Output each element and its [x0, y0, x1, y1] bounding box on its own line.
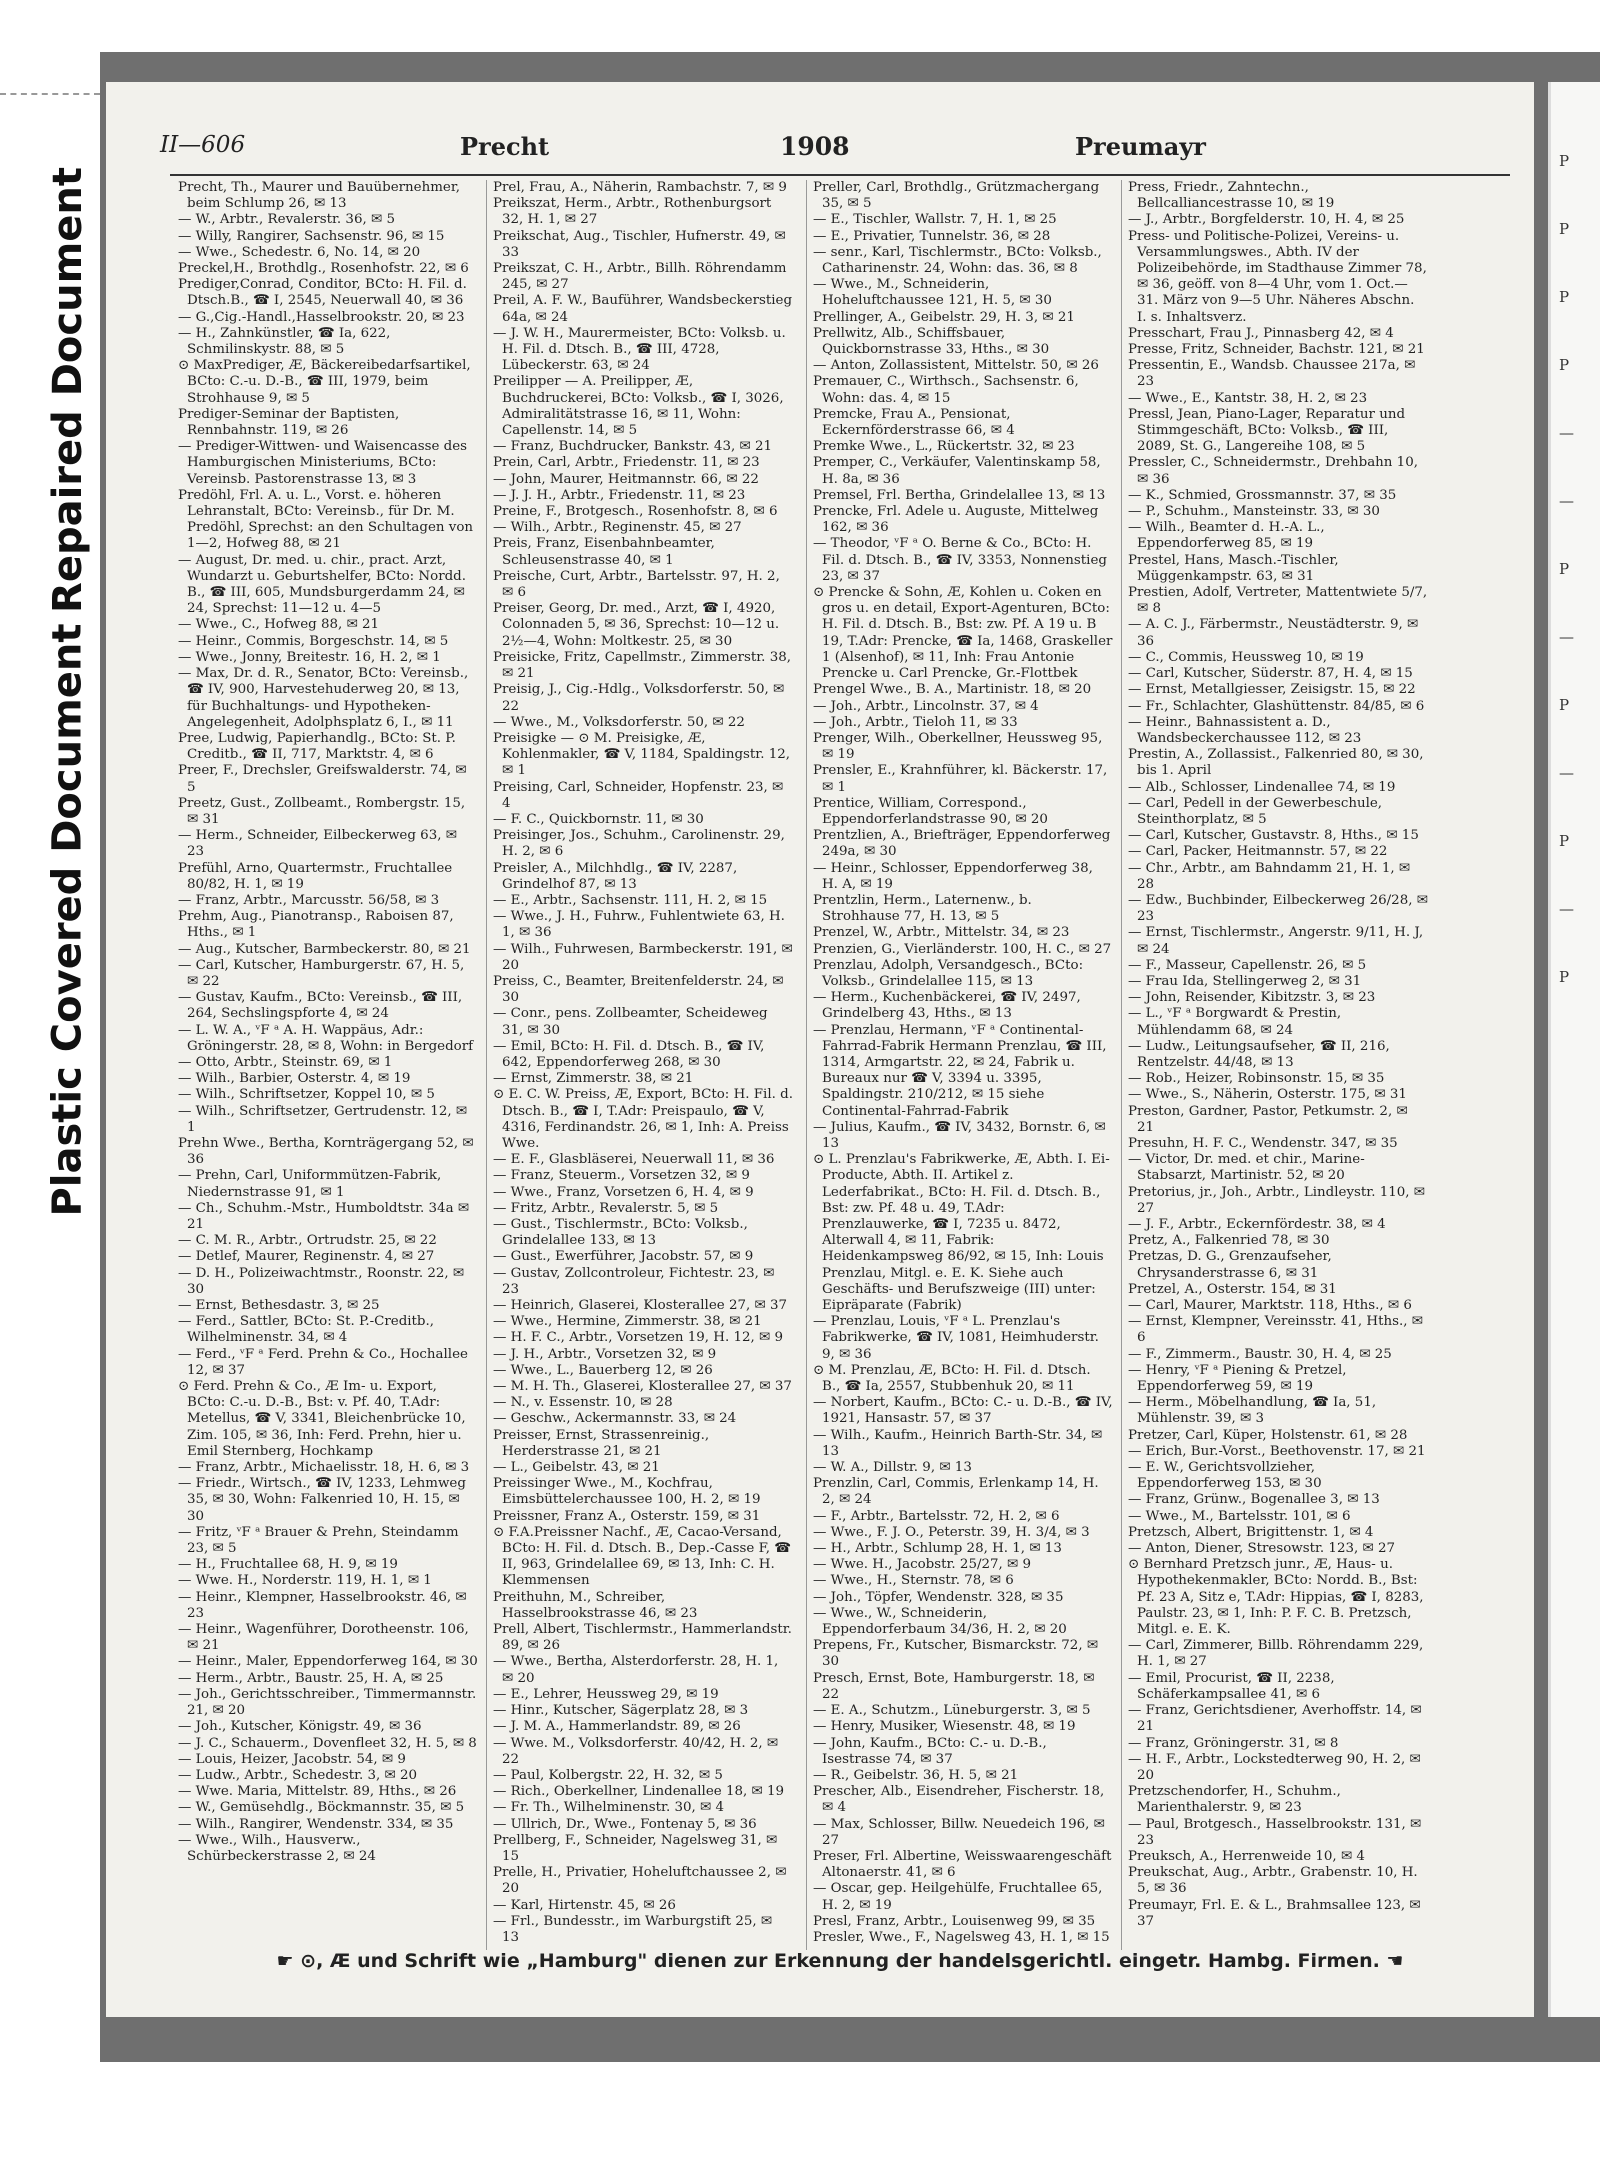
directory-entry: Preisigke — ⊙ M. Preisigke, Æ, Kohlenmakler, ☎ V, 1184, Spaldingstr. 12, ✉ 1 — [493, 730, 791, 779]
plastic-covered-text: Plastic Covered Document — [45, 623, 91, 1217]
directory-entry: — Ferd., Sattler, BCto: St. P.-Creditb., Wilhelminenstr. 34, ✉ 4 — [178, 1314, 435, 1346]
directory-entry: — Ferd., ᵛF ᵃ Ferd. Prehn & Co., Hochallee 12, ✉ 37 — [178, 1346, 468, 1378]
directory-entry: — M. H. Th., Glaserei, Klosterallee 27, ✉ 37 — [493, 1379, 792, 1395]
directory-entry: Pree, Ludwig, Papierhandlg., BCto: St. P. Creditb., ☎ II, 717, Marktstr. 4, ✉ 6 — [178, 730, 456, 763]
directory-entry: — C. M. R., Arbtr., Ortrudstr. 25, ✉ 22 — [178, 1233, 437, 1249]
directory-entry: — Wwe., Schedestr. 6, No. 14, ✉ 20 — [178, 244, 421, 260]
directory-entry: Preis, Franz, Eisenbahnbeamter, Schleusenstrasse 40, ✉ 1 — [493, 536, 715, 568]
directory-entry: — E. F., Glasbläserei, Neuerwall 11, ✉ 36 — [493, 1152, 775, 1168]
directory-entry: — Norbert, Kaufm., BCto: C.- u. D.-B., ☎ IV, 1921, Hansastr. 57, ✉ 37 — [813, 1395, 1113, 1427]
directory-entry: Pressentin, E., Wandsb. Chaussee 217a, ✉ 23 — [1128, 358, 1416, 390]
directory-entry: — F., Zimmerm., Baustr. 30, H. 4, ✉ 25 — [1128, 1346, 1392, 1362]
directory-entry: Preisicke, Fritz, Capellmstr., Zimmerstr. 38, ✉ 21 — [493, 649, 791, 682]
directory-entry: — Franz, Steuerm., Vorsetzen 32, ✉ 9 — [493, 1168, 750, 1184]
directory-entry: — Joh., Kutscher, Königstr. 49, ✉ 36 — [178, 1719, 422, 1735]
directory-entry: ⊙ MaxPrediger, Æ, Bäckereibedarfsartikel, BCto: C.-u. D.-B., ☎ III, 1979, beim Strohhause 9, ✉ 5 — [178, 358, 471, 406]
directory-entry: Preil, A. F. W., Bauführer, Wandsbeckerstieg 64a, ✉ 24 — [493, 293, 793, 325]
directory-entry: — Ernst, Klempner, Vereinsstr. 41, Hths., ✉ 6 — [1128, 1314, 1423, 1346]
directory-entry: — Wilh., Kaufm., Heinrich Barth-Str. 34, ✉ 13 — [813, 1427, 1103, 1459]
directory-entry: — Joh., Töpfer, Wendenstr. 328, ✉ 35 — [813, 1589, 1064, 1605]
directory-entry: — F., Masseur, Capellenstr. 26, ✉ 5 — [1128, 957, 1367, 973]
directory-entry: — Geschw., Ackermannstr. 33, ✉ 24 — [493, 1411, 737, 1427]
directory-entry: Pressler, C., Schneidermstr., Drehbahn 10, ✉ 36 — [1128, 455, 1418, 487]
directory-entry: — L. W. A., ᵛF ᵃ A. H. Wappäus, Adr.: Gröningerstr. 28, ✉ 8, Wohn: in Bergedorf — [178, 1022, 474, 1054]
column-divider — [486, 180, 487, 1950]
directory-entry: Presch, Ernst, Bote, Hamburgerstr. 18, ✉ 22 — [813, 1670, 1095, 1702]
directory-entry: — Gustav, Kaufm., BCto: Vereinsb., ☎ III, 264, Sechslingspforte 4, ✉ 24 — [178, 990, 463, 1022]
directory-entry: — Fr., Schlachter, Glashüttenstr. 84/85, ✉ 6 — [1128, 698, 1425, 714]
directory-entry: — Edw., Buchbinder, Eilbeckerweg 26/28, ✉ 23 — [1128, 892, 1428, 925]
directory-entry: — F., Arbtr., Bartelsstr. 72, H. 2, ✉ 6 — [813, 1508, 1060, 1524]
directory-entry: — Alb., Schlosser, Lindenallee 74, ✉ 19 — [1128, 779, 1396, 795]
directory-entry: — August, Dr. med. u. chir., pract. Arzt, Wundarzt u. Geburtshelfer, BCto: Nordd. B., ☎ III, 605, Mundsburgerdamm 24, ✉ 24, Sprechst: 11—12 u. 4—5 — [178, 552, 467, 617]
directory-entry: — Oscar, gep. Heilgehülfe, Fruchtallee 65, H. 2, ✉ 19 — [813, 1881, 1103, 1913]
edge-letter: P — [1559, 356, 1570, 374]
directory-entry: — D. H., Polizeiwachtmstr., Roonstr. 22, ✉ 30 — [178, 1265, 465, 1297]
directory-entry: — Herm., Schneider, Eilbeckerweg 63, ✉ 23 — [178, 828, 457, 860]
edge-letter: — — [1559, 492, 1574, 510]
directory-entry: Prenzlin, Carl, Commis, Erlenkamp 14, H. 2, ✉ 24 — [813, 1476, 1099, 1508]
directory-entry: — Wwe. Maria, Mittelstr. 89, Hths., ✉ 26 — [178, 1784, 457, 1800]
edge-letter: — — [1559, 424, 1574, 442]
directory-entry: — Wwe. H., Norderstr. 119, H. 1, ✉ 1 — [178, 1573, 432, 1589]
directory-entry: Premsel, Frl. Bertha, Grindelallee 13, ✉ 13 — [813, 487, 1106, 503]
directory-entry: Prellberg, F., Schneider, Nagelsweg 31, ✉ 15 — [493, 1832, 778, 1864]
directory-entry: — Karl, Hirtenstr. 45, ✉ 26 — [493, 1897, 676, 1913]
directory-entry: — Heinr., Schlosser, Eppendorferweg 38, H. A, ✉ 19 — [813, 860, 1093, 892]
directory-entry: — Herm., Möbelhandlung, ☎ Ia, 51, Mühlenstr. 39, ✉ 3 — [1128, 1395, 1377, 1427]
directory-entry: — Heinr., Wagenführer, Dorotheenstr. 106, ✉ 21 — [178, 1622, 469, 1654]
directory-entry: — Fritz, ᵛF ᵃ Brauer & Prehn, Steindamm 23, ✉ 5 — [178, 1524, 459, 1557]
directory-entry: ⊙ Prencke & Sohn, Æ, Kohlen u. Coken en gros u. en detail, Export-Agenturen, BCto: H. Fil. d. Dtsch. B., Bst: zw. Pf. A 19 u. B 19, T.Adr: Prencke, ☎ Ia, 1468, Graskeller 1 (Alsenhof), ✉ 11, Inh: Frau Antonie Prencke u. Carl Prencke, Gr.-Flottbek — [813, 585, 1113, 682]
directory-entry: Preikschat, Aug., Tischler, Hufnerstr. 49, ✉ 33 — [493, 228, 786, 260]
directory-entry: — Carl, Pedell in der Gewerbeschule, Steinthorplatz, ✉ 5 — [1128, 795, 1383, 827]
directory-entry: Preiser, Georg, Dr. med., Arzt, ☎ I, 4920, Colonnaden 5, ✉ 36, Sprechst: 10—12 u. 2½—4, Wohn: Moltkestr. 25, ✉ 30 — [493, 601, 780, 649]
directory-entry: Preser, Frl. Albertine, Weisswaarengeschäft Altonaerstr. 41, ✉ 6 — [813, 1848, 1112, 1881]
edge-letter: — — [1559, 764, 1574, 782]
directory-entry: Premcke, Frau A., Pensionat, Eckernförderstrasse 66, ✉ 4 — [813, 406, 1015, 439]
header-rule — [170, 174, 1510, 176]
directory-entry: Preissinger Wwe., M., Kochfrau, Eimsbüttelerchaussee 100, H. 2, ✉ 19 — [493, 1476, 761, 1508]
directory-entry: — A. C. J., Färbermstr., Neustädterstr. 9, ✉ 36 — [1128, 617, 1419, 649]
directory-entry: — Wwe., Bertha, Alsterdorferstr. 28, H. 1, ✉ 20 — [493, 1654, 779, 1686]
directory-entry: — Aug., Kutscher, Barmbeckerstr. 80, ✉ 21 — [178, 941, 471, 957]
directory-entry: Prengel Wwe., B. A., Martinistr. 18, ✉ 20 — [813, 682, 1092, 698]
directory-entry: — Victor, Dr. med. et chir., Marine-Stabsarzt, Martinistr. 52, ✉ 20 — [1128, 1152, 1365, 1184]
directory-column-4 — [1128, 180, 1428, 1950]
directory-entry: Prellwitz, Alb., Schiffsbauer, Quickbornstrasse 33, Hths., ✉ 30 — [813, 325, 1050, 358]
directory-entry: Preikszat, Herm., Arbtr., Rothenburgsort 32, H. 1, ✉ 27 — [493, 196, 772, 228]
directory-entry: Presschart, Frau J., Pinnasberg 42, ✉ 4 — [1128, 325, 1394, 341]
directory-entry: — Ullrich, Dr., Wwe., Fontenay 5, ✉ 36 — [493, 1816, 757, 1832]
edge-letter: P — [1559, 832, 1570, 850]
directory-entry: — Wilh., Barbier, Osterstr. 4, ✉ 19 — [178, 1071, 411, 1087]
directory-entry: — Hinr., Kutscher, Sägerplatz 28, ✉ 3 — [493, 1703, 749, 1719]
directory-entry: — Emil, BCto: H. Fil. d. Dtsch. B., ☎ IV, 642, Eppendorferweg 268, ✉ 30 — [493, 1038, 765, 1070]
directory-entry: — Wwe., S., Näherin, Osterstr. 175, ✉ 31 — [1128, 1087, 1407, 1103]
directory-entry: Prescher, Alb., Eisendreher, Fischerstr. 18, ✉ 4 — [813, 1784, 1105, 1816]
dashed-divider — [0, 93, 100, 95]
directory-entry: — H., Zahnkünstler, ☎ Ia, 622, Schmilinskystr. 88, ✉ 5 — [178, 325, 391, 358]
directory-entry: — Friedr., Wirtsch., ☎ IV, 1233, Lehmweg 35, ✉ 30, Wohn: Falkenried 10, H. 15, ✉ 30 — [178, 1476, 466, 1524]
directory-entry: — Ernst, Metallgiesser, Zeisigstr. 15, ✉ 22 — [1128, 682, 1416, 698]
directory-entry: — Ernst, Tischlermstr., Angerstr. 9/11, H. J, ✉ 24 — [1128, 925, 1424, 957]
directory-entry: Pretzel, A., Osterstr. 154, ✉ 31 — [1128, 1281, 1337, 1297]
directory-entry: Preston, Gardner, Pastor, Petkumstr. 2, ✉ 21 — [1128, 1103, 1408, 1135]
directory-entry: Prencke, Frl. Adele u. Auguste, Mittelweg 162, ✉ 36 — [813, 504, 1099, 536]
directory-entry: — Herm., Arbtr., Baustr. 25, H. A, ✉ 25 — [178, 1670, 444, 1686]
directory-column-3 — [813, 180, 1113, 1950]
directory-entry: Precht, Th., Maurer und Bauübernehmer, beim Schlump 26, ✉ 13 — [178, 180, 461, 212]
directory-entry: — E., Lehrer, Heussweg 29, ✉ 19 — [493, 1686, 719, 1702]
directory-entry: — R., Geibelstr. 36, H. 5, ✉ 21 — [813, 1767, 1019, 1783]
directory-entry: — Carl, Zimmerer, Billb. Röhrendamm 229, H. 1, ✉ 27 — [1128, 1638, 1424, 1670]
edge-letter: — — [1559, 628, 1574, 646]
directory-entry: Prestien, Adolf, Vertreter, Mattentwiete 5/7, ✉ 8 — [1128, 585, 1428, 617]
directory-entry: — J. M. A., Hammerlandstr. 89, ✉ 26 — [493, 1719, 741, 1735]
directory-entry: — C., Commis, Heussweg 10, ✉ 19 — [1128, 649, 1364, 665]
directory-entry: — E. W., Gerichtsvollzieher, Eppendorferweg 153, ✉ 30 — [1128, 1460, 1322, 1492]
directory-entry: — Frau Ida, Stellingerweg 2, ✉ 31 — [1128, 973, 1362, 989]
directory-entry: Preine, F., Brotgesch., Rosenhofstr. 8, ✉ 6 — [493, 504, 778, 520]
directory-entry: — N., v. Essenstr. 10, ✉ 28 — [493, 1395, 673, 1411]
directory-column-2 — [493, 180, 793, 1950]
directory-entry: — Wwe., W., Schneiderin, Eppendorferbaum 34/36, H. 2, ✉ 20 — [813, 1605, 1067, 1638]
directory-entry: — Louis, Heizer, Jacobstr. 54, ✉ 9 — [178, 1751, 406, 1767]
directory-entry: Predöhl, Frl. A. u. L., Vorst. e. höheren Lehranstalt, BCto: Vereinsb., für Dr. M. Predöhl, Sprechst: an den Schultagen von 1—2, Hofweg 88, ✉ 21 — [178, 487, 474, 552]
directory-entry: — J. J. H., Arbtr., Friedenstr. 11, ✉ 23 — [493, 487, 746, 503]
directory-entry: — Franz, Gröningerstr. 31, ✉ 8 — [1128, 1735, 1339, 1751]
edge-letter: P — [1559, 288, 1570, 306]
directory-entry: — Wilh., Schriftsetzer, Koppel 10, ✉ 5 — [178, 1087, 435, 1103]
edge-letter: P — [1559, 220, 1570, 238]
directory-entry: — Ludw., Arbtr., Schedestr. 3, ✉ 20 — [178, 1767, 418, 1783]
directory-entry: — Anton, Diener, Stresowstr. 123, ✉ 27 — [1128, 1541, 1396, 1557]
directory-entry: — Franz, Gerichtsdiener, Averhoffstr. 14, ✉ 21 — [1128, 1703, 1422, 1735]
directory-entry: — E., Tischler, Wallstr. 7, H. 1, ✉ 25 — [813, 212, 1057, 228]
directory-entry: — Wwe., F. J. O., Peterstr. 39, H. 3/4, ✉ 3 — [813, 1524, 1090, 1540]
directory-entry: — H., Arbtr., Schlump 28, H. 1, ✉ 13 — [813, 1541, 1062, 1557]
directory-entry: — W., Arbtr., Revalerstr. 36, ✉ 5 — [178, 212, 395, 228]
directory-entry: — Wwe., M., Schneiderin, Hoheluftchaussee 121, H. 5, ✉ 30 — [813, 277, 1052, 309]
edge-letter: P — [1559, 152, 1570, 170]
directory-entry: Pressl, Jean, Piano-Lager, Reparatur und Stimmgeschäft, BCto: Volksb., ☎ III, 2089, St. G., Langereihe 108, ✉ 5 — [1128, 406, 1406, 455]
directory-entry: Preissner, Franz A., Osterstr. 159, ✉ 31 — [493, 1508, 761, 1524]
directory-entry: — J., Arbtr., Borgfelderstr. 10, H. 4, ✉ 25 — [1128, 212, 1405, 228]
directory-entry: — Otto, Arbtr., Steinstr. 69, ✉ 1 — [178, 1054, 393, 1070]
directory-entry: Prehm, Aug., Pianotransp., Raboisen 87, Hths., ✉ 1 — [178, 909, 454, 941]
directory-entry: — Franz, Arbtr., Marcusstr. 56/58, ✉ 3 — [178, 892, 440, 908]
directory-entry: — J. F., Arbtr., Eckernfördestr. 38, ✉ 4 — [1128, 1217, 1386, 1232]
directory-entry: Premauer, C., Wirthsch., Sachsenstr. 6, Wohn: das. 4, ✉ 15 — [813, 374, 1079, 406]
directory-entry: — L., Geibelstr. 43, ✉ 21 — [493, 1460, 660, 1476]
directory-entry: Prediger-Seminar der Baptisten, Rennbahnstr. 119, ✉ 26 — [178, 406, 400, 439]
directory-entry: — Wilh., Arbtr., Reginenstr. 45, ✉ 27 — [493, 520, 742, 536]
directory-entry: — Rich., Oberkellner, Lindenallee 18, ✉ 19 — [493, 1784, 785, 1800]
directory-entry: — Wwe., L., Bauerberg 12, ✉ 26 — [493, 1362, 713, 1378]
directory-entry: Preithuhn, M., Schreiber, Hasselbrookstrasse 46, ✉ 23 — [493, 1589, 698, 1621]
directory-entry: Prenzlau, Adolph, Versandgesch., BCto: Volksb., Grindelallee 115, ✉ 13 — [813, 957, 1084, 989]
directory-entry: — Max, Dr. d. R., Senator, BCto: Vereinsb., ☎ IV, 900, Harvestehuderweg 20, ✉ 13, für Buchhaltungs- und Hypotheken-Angelegenheit, Adolphsplatz 6, I., ✉ 11 — [178, 666, 469, 730]
directory-entry: Preukschat, Aug., Arbtr., Grabenstr. 10, H. 5, ✉ 36 — [1128, 1865, 1418, 1897]
directory-entry: Pretz, A., Falkenried 78, ✉ 30 — [1128, 1233, 1330, 1249]
directory-entry: — Heinrich, Glaserei, Klosterallee 27, ✉ 37 — [493, 1298, 788, 1314]
directory-entry: Prediger,Conrad, Conditor, BCto: H. Fil. d. Dtsch.B., ☎ I, 2545, Neuerwall 40, ✉ 36 — [178, 277, 467, 309]
directory-entry: — J. H., Arbtr., Vorsetzen 32, ✉ 9 — [493, 1346, 717, 1362]
header-first-entry: Precht — [460, 132, 550, 161]
next-page-edge — [1548, 82, 1600, 2017]
directory-entry: Prenzien, G., Vierländerstr. 100, H. C., ✉ 27 — [813, 941, 1112, 957]
directory-entry: — K., Schmied, Grossmannstr. 37, ✉ 35 — [1128, 487, 1397, 503]
directory-entry: — H. F., Arbtr., Lockstedterweg 90, H. 2, ✉ 20 — [1128, 1751, 1421, 1783]
directory-entry: Presl, Franz, Arbtr., Louisenweg 99, ✉ 35 — [813, 1913, 1096, 1929]
directory-entry: — Ch., Schuhm.-Mstr., Humboldtstr. 34a ✉ 21 — [178, 1200, 470, 1232]
directory-entry: — Paul, Kolbergstr. 22, H. 32, ✉ 5 — [493, 1767, 723, 1783]
directory-entry: — Franz, Grünw., Bogenallee 3, ✉ 13 — [1128, 1492, 1380, 1508]
directory-entry: Prehn Wwe., Bertha, Kornträgergang 52, ✉ 36 — [178, 1135, 474, 1168]
directory-entry: — Joh., Gerichtsschreiber., Timmermannstr. 21, ✉ 20 — [178, 1686, 477, 1719]
directory-entry: — Franz, Buchdrucker, Bankstr. 43, ✉ 21 — [493, 439, 773, 455]
directory-entry: Pretzer, Carl, Küper, Holstenstr. 61, ✉ 28 — [1128, 1427, 1408, 1443]
edge-letter: P — [1559, 560, 1570, 578]
directory-entry: — Wwe., M., Bartelsstr. 101, ✉ 6 — [1128, 1508, 1351, 1524]
directory-entry: ⊙ Ferd. Prehn & Co., Æ Im- u. Export, BCto: C.-u. D.-B., Bst: v. Pf. 40, T.Adr: Metellus, ☎ V, 3341, Bleichenbrücke 10, Zim. 105, ✉ 36, Inh: Ferd. Prehn, hier u. Emil Sternberg, Hochkamp — [178, 1379, 466, 1459]
directory-entry: — P., Schuhm., Mansteinstr. 33, ✉ 30 — [1128, 504, 1380, 520]
footer-note: ☛ ⊙, Æ und Schrift wie „Hamburg" dienen zur Erkennung der handelsgerichtl. eingetr. Hambg. Firmen. ☚ — [276, 1950, 1404, 1972]
header-year: 1908 — [780, 132, 850, 161]
directory-entry: — Ernst, Bethesdastr. 3, ✉ 25 — [178, 1298, 380, 1314]
directory-entry: Prenger, Wilh., Oberkellner, Heussweg 95, ✉ 19 — [813, 730, 1103, 763]
directory-entry: — John, Kaufm., BCto: C.- u. D.-B., Isestrasse 74, ✉ 37 — [813, 1735, 1047, 1767]
directory-entry: Prestin, A., Zollassist., Falkenried 80, ✉ 30, bis 1. April — [1128, 747, 1424, 779]
directory-entry: — Carl, Maurer, Marktstr. 118, Hths., ✉ 6 — [1128, 1298, 1412, 1314]
directory-entry: Preetz, Gust., Zollbeamt., Rombergstr. 15, ✉ 31 — [178, 795, 466, 827]
directory-entry: — Wilh., Rangirer, Wendenstr. 334, ✉ 35 — [178, 1816, 454, 1832]
directory-entry: — Prediger-Wittwen- und Waisencasse des Hamburgischen Ministeriums, BCto: Vereinsb. Pastorenstrasse 13, ✉ 3 — [178, 439, 468, 487]
plastic-covered-label — [36, 623, 100, 1217]
directory-entry: — Emil, Procurist, ☎ II, 2238, Schäferkampsallee 41, ✉ 6 — [1128, 1670, 1335, 1702]
directory-column-1 — [178, 180, 478, 1950]
directory-entry: — J. W. H., Maurermeister, BCto: Volksb. u. H. Fil. d. Dtsch. B., ☎ III, 4728, Lübeckerstr. 63, ✉ 24 — [493, 325, 786, 374]
directory-entry: ⊙ M. Prenzlau, Æ, BCto: H. Fil. d. Dtsch. B., ☎ Ia, 2557, Stubbenhuk 20, ✉ 11 — [813, 1362, 1091, 1395]
directory-entry: — E., Arbtr., Sachsenstr. 111, H. 2, ✉ 15 — [493, 892, 768, 908]
directory-entry: Prentice, William, Correspond., Eppendorferlandstrasse 90, ✉ 20 — [813, 795, 1048, 827]
directory-entry: Preikszat, C. H., Arbtr., Billh. Röhrendamm 245, ✉ 27 — [493, 261, 787, 293]
directory-entry: Prepens, Fr., Kutscher, Bismarckstr. 72, ✉ 30 — [813, 1638, 1099, 1670]
directory-entry: — Wwe., C., Hofweg 88, ✉ 21 — [178, 617, 380, 633]
directory-entry: Preuksch, A., Herrenweide 10, ✉ 4 — [1128, 1848, 1365, 1864]
directory-entry: — Prenzlau, Hermann, ᵛF ᵃ Continental-Fahrrad-Fabrik Hermann Prenzlau, ☎ III, 1314, Armgartstr. 22, ✉ 24, Fabrik u. Bureaux nur ☎ V, 3394 u. 3395, Spaldingstr. 210/212, ✉ 15 siehe Continental-Fahrrad-Fabrik — [813, 1022, 1107, 1119]
directory-entry: Prell, Albert, Tischlermstr., Hammerlandstr. 89, ✉ 26 — [493, 1622, 792, 1654]
directory-entry: — Gust., Tischlermstr., BCto: Volksb., Grindelallee 133, ✉ 13 — [493, 1217, 748, 1249]
directory-entry: — Erich, Bur.-Vorst., Beethovenstr. 17, ✉ 21 — [1128, 1443, 1426, 1459]
page-number: II—606 — [160, 132, 246, 158]
directory-entry: Press- und Politische-Polizei, Vereins- u. Versammlungswes., Abth. IV der Polizeibehörde, im Stadthause Zimmer 78, ✉ 36, geöff. von 8—4 Uhr, vom 1. Oct.—31. März von 9—5 Uhr. Näheres Abschn. I. s. Inhaltsverz. — [1128, 228, 1427, 325]
directory-entry: Preisser, Ernst, Strassenreinig., Herderstrasse 21, ✉ 21 — [493, 1427, 710, 1459]
directory-entry: Preckel,H., Brothdlg., Rosenhofstr. 22, ✉ 6 — [178, 261, 469, 277]
directory-entry: — Julius, Kaufm., ☎ IV, 3432, Bornstr. 6, ✉ 13 — [813, 1119, 1106, 1151]
edge-letter: — — [1559, 900, 1574, 918]
directory-entry: — Chr., Arbtr., am Bahndamm 21, H. 1, ✉ 28 — [1128, 860, 1411, 892]
repaired-document-label — [36, 110, 100, 670]
directory-entry: — G.,Cig.-Handl.,Hasselbrookstr. 20, ✉ 23 — [178, 309, 465, 325]
directory-entry: — Heinr., Commis, Borgeschstr. 14, ✉ 5 — [178, 633, 449, 649]
directory-entry: Prenzel, W., Arbtr., Mittelstr. 34, ✉ 23 — [813, 925, 1070, 941]
directory-entry: — Wilh., Beamter d. H.-A. L., Eppendorferweg 85, ✉ 19 — [1128, 520, 1325, 552]
directory-entry: — Anton, Zollassistent, Mittelstr. 50, ✉ 26 — [813, 358, 1099, 374]
directory-entry: — E. A., Schutzm., Lüneburgerstr. 3, ✉ 5 — [813, 1703, 1091, 1719]
directory-entry: — Frl., Bundesstr., im Warburgstift 25, ✉ 13 — [493, 1913, 773, 1945]
directory-entry: Preer, F., Drechsler, Greifswalderstr. 74, ✉ 5 — [178, 763, 467, 795]
directory-entry: Preisinger, Jos., Schuhm., Carolinenstr. 29, H. 2, ✉ 6 — [493, 828, 785, 860]
directory-entry: ⊙ L. Prenzlau's Fabrikwerke, Æ, Abth. I. Ei-Producte, Abth. II. Artikel z. Lederfabrikat., BCto: H. Fil. d. Dtsch. B., Bst: zw. Pf. 48 u. 49, T.Adr: Prenzlauwerke, ☎ I, 7235 u. 8472, Alterwall 4, ✉ 11, Fabrik: Heidenkampsweg 86/92, ✉ 15, Inh: Louis Prenzlau, Mitgl. e. E. K. Siehe auch Geschäfts- und Berufszweige (III) unter: Eipräparate (Fabrik) — [813, 1152, 1110, 1314]
directory-entry: Pretzas, D. G., Grenzaufseher, Chrysanderstrasse 6, ✉ 31 — [1128, 1249, 1332, 1281]
directory-entry: — senr., Karl, Tischlermstr., BCto: Volksb., Catharinenstr. 24, Wohn: das. 36, ✉ 8 — [813, 244, 1102, 277]
directory-entry: ⊙ E. C. W. Preiss, Æ, Export, BCto: H. Fil. d. Dtsch. B., ☎ I, T.Adr: Preispaulo, ☎ V, 4316, Ferdinandstr. 26, ✉ 1, Inh: A. Preiss Wwe. — [493, 1087, 793, 1151]
directory-entry: Preising, Carl, Schneider, Hopfenstr. 23, ✉ 4 — [493, 779, 784, 811]
repaired-document-text: Repaired Document — [45, 167, 91, 613]
directory-entry: — Henry, ᵛF ᵃ Piening & Pretzel, Eppendorferweg 59, ✉ 19 — [1128, 1362, 1347, 1395]
directory-entry: — Wwe., Hermine, Zimmerstr. 38, ✉ 21 — [493, 1314, 762, 1330]
directory-entry: — Carl, Packer, Heitmannstr. 57, ✉ 22 — [1128, 844, 1388, 860]
directory-entry: — Gustav, Zollcontroleur, Fichtestr. 23, ✉ 23 — [493, 1265, 775, 1297]
directory-entry: Preisler, A., Milchhdlg., ☎ IV, 2287, Grindelhof 87, ✉ 13 — [493, 860, 738, 892]
directory-entry: — Wwe., J. H., Fuhrw., Fuhlentwiete 63, H. 1, ✉ 36 — [493, 909, 785, 941]
directory-entry: — Detlef, Maurer, Reginenstr. 4, ✉ 27 — [178, 1249, 435, 1265]
directory-entry: Presler, Wwe., F., Nagelsweg 43, H. 1, ✉ 15 — [813, 1929, 1110, 1945]
directory-entry: Prentzlien, A., Briefträger, Eppendorferweg 249a, ✉ 30 — [813, 828, 1111, 860]
directory-entry: — W. A., Dillstr. 9, ✉ 13 — [813, 1460, 972, 1476]
directory-entry: — J. C., Schauerm., Dovenfleet 32, H. 5, ✉ 8 — [178, 1735, 477, 1751]
header-last-entry: Preumayr — [1075, 132, 1206, 161]
directory-entry: Premke Wwe., L., Rückertstr. 32, ✉ 23 — [813, 439, 1075, 455]
directory-entry: — Carl, Kutscher, Hamburgerstr. 67, H. 5, ✉ 22 — [178, 957, 465, 989]
directory-entry: — Theodor, ᵛF ᵃ O. Berne & Co., BCto: H. Fil. d. Dtsch. B., ☎ IV, 3353, Nonnenstieg 23, ✉ 37 — [813, 536, 1107, 584]
directory-entry: — Heinr., Bahnassistent a. D., Wandsbeckerchaussee 112, ✉ 23 — [1128, 714, 1362, 746]
directory-entry: Prellinger, A., Geibelstr. 29, H. 3, ✉ 21 — [813, 309, 1075, 325]
directory-entry: — Paul, Brotgesch., Hasselbrookstr. 131, ✉ 23 — [1128, 1816, 1422, 1848]
directory-entry: — F. C., Quickbornstr. 11, ✉ 30 — [493, 811, 704, 827]
directory-entry: Preisig, J., Cig.-Hdlg., Volksdorferstr. 50, ✉ 22 — [493, 682, 785, 714]
directory-entry: — Wilh., Fuhrwesen, Barmbeckerstr. 191, ✉ 20 — [493, 941, 793, 973]
directory-entry: — Joh., Arbtr., Tieloh 11, ✉ 33 — [813, 714, 1018, 730]
directory-entry: Prel, Frau, A., Näherin, Rambachstr. 7, ✉ 9 — [493, 180, 787, 195]
directory-entry: — Max, Schlosser, Billw. Neuedeich 196, ✉ 27 — [813, 1816, 1105, 1848]
directory-entry: — Wwe., M., Volksdorferstr. 50, ✉ 22 — [493, 714, 745, 730]
directory-entry: — Franz, Arbtr., Michaelisstr. 18, H. 6, ✉ 3 — [178, 1460, 470, 1476]
directory-entry: — Wwe., H., Sternstr. 78, ✉ 6 — [813, 1573, 1014, 1589]
directory-entry: — Conr., pens. Zollbeamter, Scheideweg 31, ✉ 30 — [493, 1006, 768, 1038]
directory-entry: — Fr. Th., Wilhelminenstr. 30, ✉ 4 — [493, 1800, 725, 1816]
directory-entry: — Gust., Ewerführer, Jacobstr. 57, ✉ 9 — [493, 1249, 754, 1265]
directory-entry: — Rob., Heizer, Robinsonstr. 15, ✉ 35 — [1128, 1071, 1385, 1087]
directory-entry: — Ludw., Leitungsaufseher, ☎ II, 216, Rentzelstr. 44/48, ✉ 13 — [1128, 1038, 1390, 1070]
directory-entry: Preller, Carl, Brothdlg., Grützmachergang 35, ✉ 5 — [813, 180, 1100, 212]
directory-entry: — Prehn, Carl, Uniformmützen-Fabrik, Niedernstrasse 91, ✉ 1 — [178, 1168, 442, 1200]
directory-entry: — H., Fruchtallee 68, H. 9, ✉ 19 — [178, 1557, 398, 1573]
directory-entry: Pretzsch, Albert, Brigittenstr. 1, ✉ 4 — [1128, 1524, 1374, 1540]
edge-letter: P — [1559, 696, 1570, 714]
directory-entry: Presse, Fritz, Schneider, Bachstr. 121, ✉ 21 — [1128, 342, 1425, 358]
directory-entry: — John, Maurer, Heitmannstr. 66, ✉ 22 — [493, 471, 759, 487]
edge-letter: P — [1559, 968, 1570, 986]
directory-entry: — Herm., Kuchenbäckerei, ☎ IV, 2497, Grindelberg 43, Hths., ✉ 13 — [813, 990, 1081, 1022]
directory-entry: Press, Friedr., Zahntechn., Bellcalliancestrasse 10, ✉ 19 — [1128, 180, 1335, 212]
directory-entry: — Wwe. H., Jacobstr. 25/27, ✉ 9 — [813, 1557, 1032, 1573]
directory-entry: — Heinr., Klempner, Hasselbrookstr. 46, ✉ 23 — [178, 1589, 467, 1621]
directory-entry: Presuhn, H. F. C., Wendenstr. 347, ✉ 35 — [1128, 1135, 1398, 1151]
column-divider — [1121, 180, 1122, 1950]
directory-entry: — Wwe., Jonny, Breitestr. 16, H. 2, ✉ 1 — [178, 649, 441, 665]
directory-entry: — Heinr., Maler, Eppendorferweg 164, ✉ 30 — [178, 1654, 478, 1670]
directory-entry: Prentzlin, Herm., Laternenw., b. Strohhause 77, H. 13, ✉ 5 — [813, 892, 1032, 925]
directory-entry: — Fritz, Arbtr., Revalerstr. 5, ✉ 5 — [493, 1200, 719, 1216]
directory-entry: — Carl, Kutscher, Gustavstr. 8, Hths., ✉ 15 — [1128, 828, 1419, 844]
directory-entry: Prein, Carl, Arbtr., Friedenstr. 11, ✉ 23 — [493, 455, 760, 471]
directory-entry: — Wwe., Wilh., Hausverw., Schürbeckerstrasse 2, ✉ 24 — [178, 1832, 376, 1864]
directory-entry: Preiss, C., Beamter, Breitenfelderstr. 24, ✉ 30 — [493, 973, 784, 1006]
column-divider — [806, 180, 807, 1950]
directory-entry: — John, Reisender, Kibitzstr. 3, ✉ 23 — [1128, 990, 1376, 1006]
directory-entry: Prelle, H., Privatier, Hoheluftchaussee 2, ✉ 20 — [493, 1865, 787, 1897]
directory-entry: Prefühl, Arno, Quartermstr., Fruchtallee 80/82, H. 1, ✉ 19 — [178, 860, 453, 892]
directory-entry: — Wwe., Franz, Vorsetzen 6, H. 4, ✉ 9 — [493, 1184, 754, 1200]
directory-entry: Prensler, E., Krahnführer, kl. Bäckerstr. 17, ✉ 1 — [813, 763, 1108, 795]
directory-entry: — Joh., Arbtr., Lincolnstr. 37, ✉ 4 — [813, 698, 1039, 714]
directory-entry: Preumayr, Frl. E. & L., Brahmsallee 123, ✉ 37 — [1128, 1897, 1421, 1929]
directory-entry: — L., ᵛF ᵃ Borgwardt & Prestin, Mühlendamm 68, ✉ 24 — [1128, 1006, 1342, 1038]
directory-entry: — Henry, Musiker, Wiesenstr. 48, ✉ 19 — [813, 1719, 1076, 1735]
directory-entry: — Willy, Rangirer, Sachsenstr. 96, ✉ 15 — [178, 228, 445, 244]
directory-entry: Pretzschendorfer, H., Schuhm., Marienthalerstr. 9, ✉ 23 — [1128, 1784, 1341, 1816]
directory-entry: — Ernst, Zimmerstr. 38, ✉ 21 — [493, 1071, 694, 1087]
directory-entry: — Wwe., E., Kantstr. 38, H. 2, ✉ 23 — [1128, 390, 1368, 406]
directory-entry: Pretorius, jr., Joh., Arbtr., Lindleystr. 110, ✉ 27 — [1128, 1184, 1425, 1216]
directory-entry: ⊙ Bernhard Pretzsch junr., Æ, Haus- u. Hypothekenmakler, BCto: Nordd. B., Bst: Pf. 23 A, Sitz e, T.Adr: Hippias, ☎ I, 8283, Paulstr. 23, ✉ 1, Inh: P. F. C. B. Pretzsch, Mitgl. e. E. K. — [1128, 1557, 1424, 1638]
directory-entry: Preilipper — A. Preilipper, Æ, Buchdruckerei, BCto: Volksb., ☎ I, 3026, Admiralitätstrasse 16, ✉ 11, Wohn: Capellenstr. 14, ✉ 5 — [493, 374, 784, 439]
directory-entry: Premper, C., Verkäufer, Valentinskamp 58, H. 8a, ✉ 36 — [813, 455, 1101, 487]
directory-entry: ⊙ F.A.Preissner Nachf., Æ, Cacao-Versand, BCto: H. Fil. d. Dtsch. B., Dep.-Casse F, ☎ II, 963, Grindelallee 69, ✉ 13, Inh: C. H. Klemmensen — [493, 1524, 791, 1589]
directory-entry: — Carl, Kutscher, Süderstr. 87, H. 4, ✉ 15 — [1128, 666, 1413, 682]
directory-entry: — H. F. C., Arbtr., Vorsetzen 19, H. 12, ✉ 9 — [493, 1330, 784, 1346]
directory-entry: — W., Gemüsehdlg., Böckmannstr. 35, ✉ 5 — [178, 1800, 465, 1816]
directory-entry: Prestel, Hans, Masch.-Tischler, Müggenkampstr. 63, ✉ 31 — [1128, 552, 1339, 584]
directory-entry: — Wilh., Schriftsetzer, Gertrudenstr. 12, ✉ 1 — [178, 1103, 468, 1135]
directory-entry: Preische, Curt, Arbtr., Bartelsstr. 97, H. 2, ✉ 6 — [493, 568, 780, 601]
directory-entry: — Wwe. M., Volksdorferstr. 40/42, H. 2, ✉ 22 — [493, 1735, 779, 1767]
directory-entry: — Prenzlau, Louis, ᵛF ᵃ L. Prenzlau's Fabrikwerke, ☎ IV, 1081, Heimhuderstr. 9, ✉ 36 — [813, 1314, 1099, 1362]
directory-entry: — E., Privatier, Tunnelstr. 36, ✉ 28 — [813, 228, 1051, 244]
